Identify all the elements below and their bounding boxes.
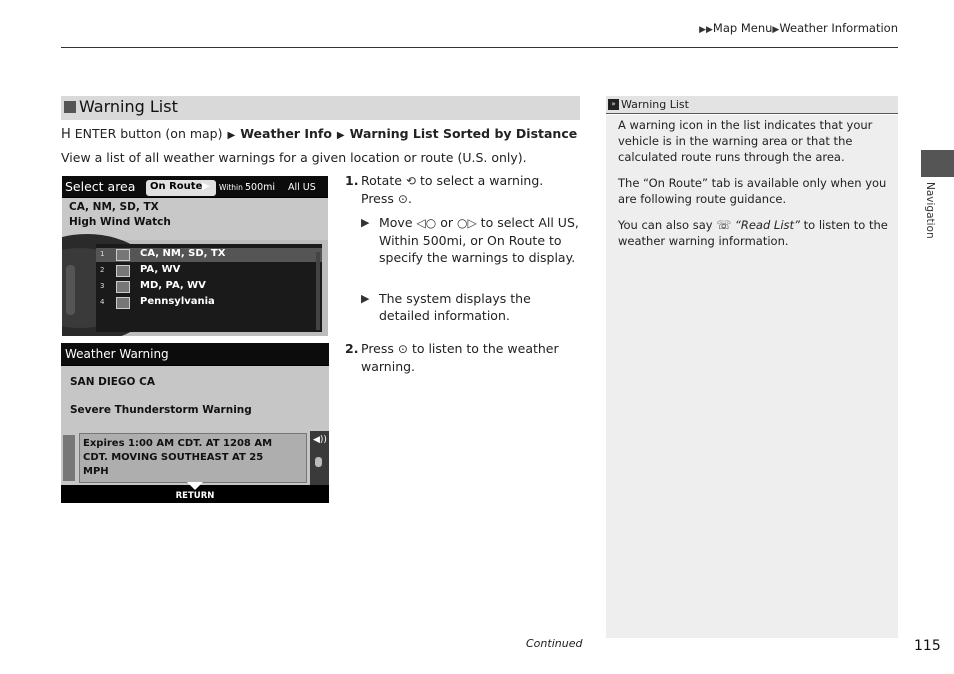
sidebar-text-part: You can also say (618, 218, 713, 232)
option-all-us: All US (538, 215, 575, 230)
breadcrumb-part-weather-information[interactable]: Weather Information (779, 21, 898, 35)
chapter-tab (921, 150, 954, 177)
warning-detail (61, 366, 329, 431)
warning-name: Severe Thunderstorm Warning (70, 404, 252, 416)
step-text-part: to select a warning. (419, 173, 544, 188)
move-left-icon: ◁○ (416, 216, 437, 230)
expiry-line: Expires 1:00 AM CDT. AT 1208 AM (83, 438, 273, 449)
substep-text-part: or (440, 215, 453, 230)
nav-path-separator-icon: ▶ (227, 130, 236, 141)
sidebar-paragraph: The “On Route” tab is available only when you are following route guidance. (618, 176, 887, 206)
list-item-number: 1 (100, 250, 105, 258)
nav-path-separator-icon: ▶ (336, 130, 345, 141)
detail-scroll-indicator (63, 435, 75, 481)
chapter-label (922, 182, 942, 242)
voice-controls (310, 431, 329, 485)
expiry-line: MPH (83, 466, 109, 477)
nav-path-start: ENTER button (on map) (74, 126, 223, 141)
list-item[interactable] (96, 296, 322, 310)
option-within-500mi: Within 500mi (379, 233, 463, 248)
weather-warning-screen (61, 343, 329, 503)
rotate-dial-icon: ⟲ (405, 174, 416, 188)
expiry-line: CDT. MOVING SOUTHEAST AT 25 (83, 452, 264, 463)
list-item-number: 2 (100, 266, 105, 274)
warning-location: SAN DIEGO CA (70, 376, 155, 388)
warning-list-screen (62, 176, 328, 336)
tab-on-route-label: On Route (150, 181, 203, 192)
enter-button-icon: ⊙ (397, 342, 408, 356)
substep-text-part: , (574, 215, 579, 230)
step-number: 2. (345, 341, 359, 356)
selected-warning-area: CA, NM, SD, TX (69, 201, 159, 213)
substep-arrow-icon: ▶ (361, 292, 370, 305)
list-item[interactable] (96, 248, 322, 262)
option-on-route: On Route (486, 233, 546, 248)
sidebar-paragraph: A warning icon in the list indicates that your vehicle is in the warning area or that the calculated route runs through the area. (618, 118, 873, 164)
breadcrumb-part-map-menu[interactable]: Map Menu (712, 21, 773, 35)
tab-arrow-icon: ▶ (202, 181, 210, 192)
voice-command: “Read List” (734, 218, 800, 232)
warning-icon (116, 281, 130, 293)
section-bar (61, 96, 580, 120)
screen-title-bar (61, 343, 329, 365)
sidebar-paragraph (618, 217, 888, 249)
tab-all-us[interactable]: All US (288, 182, 316, 193)
list-item-label: CA, NM, SD, TX (140, 248, 226, 259)
list-item-number: 4 (100, 298, 105, 306)
warning-icon (116, 297, 130, 309)
breadcrumb (699, 21, 898, 35)
sidebar-body (606, 115, 898, 638)
warning-expiry-box (79, 433, 307, 483)
breadcrumb-separator: ▶ (772, 25, 780, 35)
warning-icon (116, 249, 130, 261)
scroll-down-icon[interactable] (187, 482, 203, 490)
warning-icon (116, 265, 130, 277)
step-text-part: Press (361, 191, 394, 206)
nav-path-item-weather-info: Weather Info (240, 126, 332, 141)
step-number: 1. (345, 173, 359, 188)
breadcrumb-arrows: ▶▶ (699, 25, 713, 35)
warning-list-body (62, 240, 328, 336)
enter-button-icon: ⊙ (397, 192, 408, 206)
substep-text (379, 214, 580, 266)
select-area-label: Select area (65, 179, 136, 194)
selected-warning-info (62, 198, 328, 240)
list-item[interactable] (96, 264, 322, 278)
tab-within-label[interactable]: Within (219, 183, 243, 192)
chapter-label-text: Navigation (924, 182, 936, 239)
selected-warning-type: High Wind Watch (69, 216, 171, 228)
screen-tab-bar (62, 176, 328, 197)
substep-text-part: , or (462, 233, 483, 248)
voice-talk-icon: ☏ (716, 218, 732, 232)
warning-expiry-area (61, 431, 329, 485)
screen-title: Weather Warning (65, 347, 169, 361)
substep-text-part: to select (480, 215, 535, 230)
list-item-number: 3 (100, 282, 105, 290)
sidebar-header (606, 96, 898, 114)
return-button[interactable]: RETURN (175, 491, 215, 501)
speaker-icon[interactable]: ◀)) (313, 435, 327, 445)
substep-text-part: to specify the warnings to display. (379, 233, 576, 265)
list-item-label: PA, WV (140, 264, 181, 275)
sidebar-text-part: to listen to the weather warning information. (618, 218, 888, 248)
reference-icon: » (608, 99, 619, 110)
sidebar-title: Warning List (621, 98, 689, 111)
nav-path-item-warning-list: Warning List Sorted by Distance (349, 126, 578, 141)
step-text (361, 340, 580, 375)
list-item-label: Pennsylvania (140, 296, 215, 307)
tab-within-distance[interactable]: 500mi (245, 182, 276, 193)
substep-text: The system displays the detailed information. (379, 291, 531, 323)
dial-indicator (66, 265, 75, 315)
microphone-icon[interactable] (315, 457, 322, 467)
step-text-part: Press (361, 341, 394, 356)
list-scrollbar[interactable] (316, 252, 320, 330)
substep-text-part: Move (379, 215, 413, 230)
nav-path (61, 126, 577, 142)
step-text-part: . (407, 191, 412, 206)
step-text-part: Rotate (361, 173, 402, 188)
section-square-icon (64, 101, 76, 113)
substep-arrow-icon: ▶ (361, 216, 370, 229)
list-item-label: MD, PA, WV (140, 280, 206, 291)
continued-label: Continued (526, 637, 583, 650)
home-icon: H (61, 127, 71, 142)
list-item[interactable] (96, 280, 322, 294)
step-text-part: to listen to the weather warning. (361, 341, 559, 374)
step-text (361, 172, 580, 208)
header-rule (61, 47, 898, 48)
warning-list (96, 244, 322, 332)
section-title: Warning List (79, 97, 178, 116)
move-right-icon: ○▷ (456, 216, 477, 230)
page-number: 115 (914, 638, 941, 654)
intro-text: View a list of all weather warnings for a given location or route (U.S. only). (61, 150, 527, 165)
